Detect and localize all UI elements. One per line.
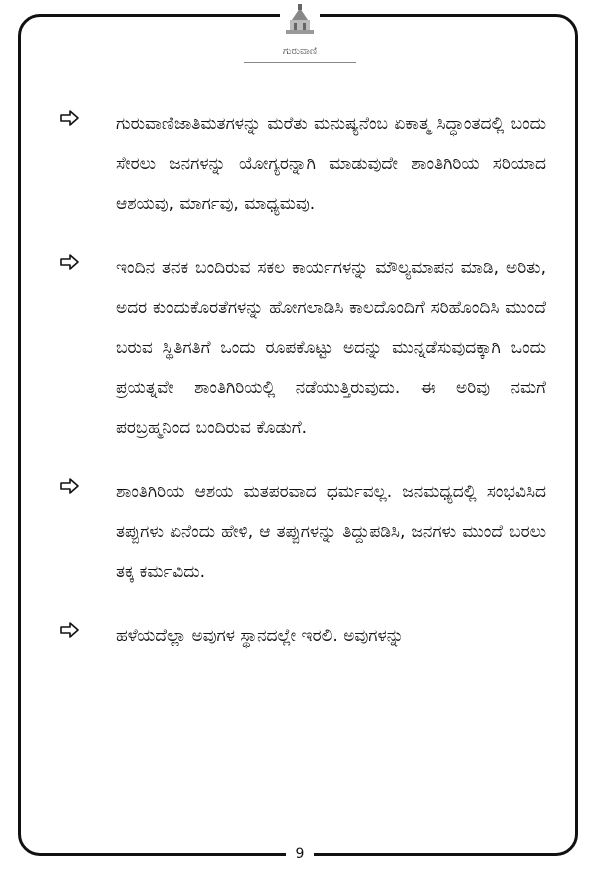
bullet-item <box>0 616 600 656</box>
page-number-wrap <box>0 846 600 862</box>
bullet-text: ಹಳೆಯದೆಲ್ಲಾ ಅವುಗಳ ಸ್ಥಾನದಲ್ಲೇ ಇರಲಿ. ಅವುಗಳನ್ನು <box>116 626 404 646</box>
bullet-text: ಇಂದಿನ ತನಕ ಬಂದಿರುವ ಸಕಲ ಕಾರ್ಯಗಳನ್ನು ಮೌಲ್ಯಮಾಪನ ಮಾಡಿ, ಅರಿತು, ಅದರ ಕುಂದುಕೊರತೆಗಳನ್ನು ಹೋಗಲಾಡಿಸಿ ಕಾಲದೊಂದಿಗೆ ಸರಿಹೊಂದಿಸಿ ಮುಂದೆ ಬರುವ ಸ್ಥಿತಿಗತಿಗೆ ಒಂದು ರೂಪಕೊಟ್ಟು ಅದನ್ನು ಮುನ್ನಡೆಸುವುದಕ್ಕಾಗಿ ಒಂದು ಪ್ರಯತ್ನವೇ ಶಾಂತಿಗಿರಿಯಲ್ಲಿ ನಡೆಯುತ್ತಿರುವುದು. ಈ ಅರಿವು ನಮಗೆ ಪರಬ್ರಹ್ಮನಿಂದ ಬಂದಿರುವ ಕೊಡುಗೆ. <box>116 258 546 438</box>
bullet-item <box>0 104 600 224</box>
page-number: 9 <box>286 846 315 862</box>
bullet-item <box>0 472 600 592</box>
header-title: ಗುರುವಾಣಿ <box>282 46 318 57</box>
arrow-right-icon <box>58 476 82 496</box>
bullet-list <box>0 104 600 680</box>
arrow-right-icon <box>58 108 82 128</box>
arrow-right-icon <box>58 252 82 272</box>
bullet-item <box>0 248 600 448</box>
bullet-text: ಗುರುವಾಣಿಜಾತಿಮತಗಳನ್ನು ಮರೆತು ಮನುಷ್ಯನೆಂಬ ಏಕಾತ್ಮ ಸಿದ್ಧಾಂತದಲ್ಲಿ ಬಂದು ಸೇರಲು ಜನಗಳನ್ನು ಯೋಗ್ಯರನ್ನಾಗಿ ಮಾಡುವುದೇ ಶಾಂತಿಗಿರಿಯ ಸರಿಯಾದ ಆಶಯವು, ಮಾರ್ಗವು, ಮಾಧ್ಯಮವು. <box>116 114 546 214</box>
bullet-text: ಶಾಂತಿಗಿರಿಯ ಆಶಯ ಮತಪರವಾದ ಧರ್ಮವಲ್ಲ. ಜನಮಧ್ಯದಲ್ಲಿ ಸಂಭವಿಸಿದ ತಪ್ಪುಗಳು ಏನೆಂದು ಹೇಳಿ, ಆ ತಪ್ಪುಗಳನ್ನು ತಿದ್ದುಪಡಿಸಿ, ಜನಗಳು ಮುಂದೆ ಬರಲು ತಕ್ಕ ಕರ್ಮವಿದು. <box>116 482 546 582</box>
temple-emblem-icon <box>280 2 320 38</box>
arrow-right-icon <box>58 620 82 640</box>
header-divider <box>244 62 356 63</box>
